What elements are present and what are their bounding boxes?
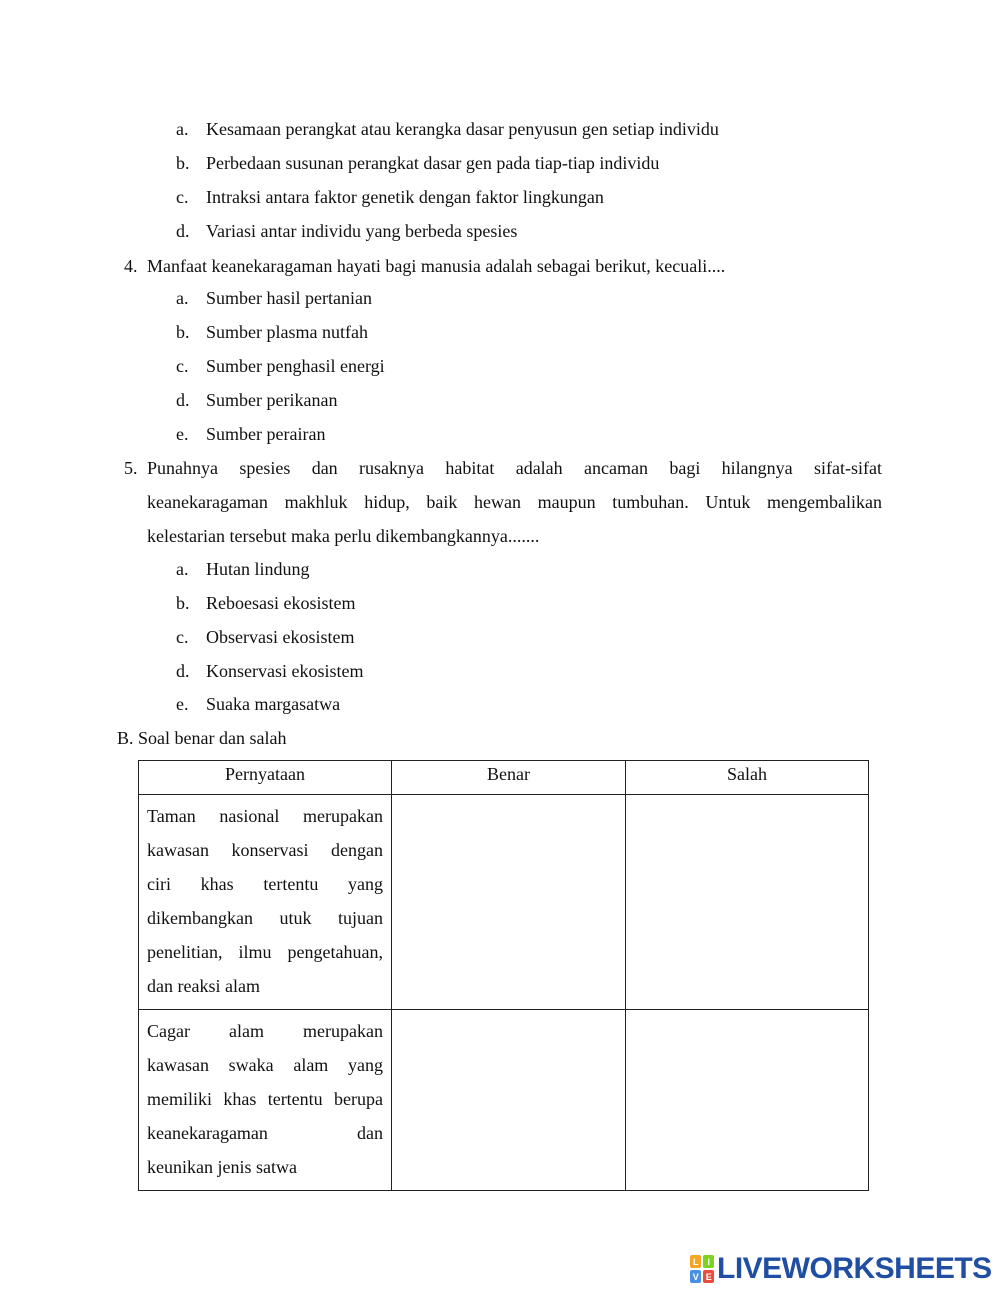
question-text: Manfaat keanekaragaman hayati bagi manusia adalah sebagai berikut, kecuali.... — [147, 256, 726, 276]
option-text: Sumber penghasil energi — [206, 356, 385, 376]
table-header-row — [139, 761, 869, 795]
statement-line: kawasan konservasi dengan — [147, 840, 383, 860]
table-row — [139, 1010, 869, 1191]
option-letter: e. — [176, 424, 189, 444]
option-letter: b. — [176, 322, 190, 342]
liveworksheets-mark-icon — [690, 1255, 714, 1283]
option-letter: a. — [176, 119, 189, 139]
liveworksheets-logo — [690, 1252, 992, 1286]
option-text: Perbedaan susunan perangkat dasar gen pada tiap-tiap individu — [206, 153, 660, 173]
answer-cell-false[interactable] — [626, 795, 869, 1010]
statement-line: penelitian, ilmu pengetahuan, — [147, 942, 383, 962]
statement-line: kawasan swaka alam yang — [147, 1055, 383, 1075]
option-letter: d. — [176, 390, 190, 410]
question-text-line: Punahnya spesies dan rusaknya habitat adalah ancaman bagi hilangnya sifat-sifat — [147, 458, 882, 478]
table-row — [139, 795, 869, 1010]
question-number: 4. — [124, 256, 138, 276]
mark-letter: V — [692, 1272, 699, 1282]
statement-cell — [139, 1010, 392, 1191]
true-false-table — [138, 760, 869, 1191]
option-text: Kesamaan perangkat atau kerangka dasar penyusun gen setiap individu — [206, 119, 719, 139]
answer-cell-true[interactable] — [392, 795, 626, 1010]
option-text: Sumber hasil pertanian — [206, 288, 372, 308]
header-true: Benar — [392, 761, 626, 795]
section-b-title: B. Soal benar dan salah — [117, 728, 287, 748]
option-letter: b. — [176, 593, 190, 613]
statement-line: Taman nasional merupakan — [147, 806, 383, 826]
question-number: 5. — [124, 458, 138, 478]
option-letter: c. — [176, 356, 189, 376]
option-text: Sumber perikanan — [206, 390, 338, 410]
option-text: Sumber perairan — [206, 424, 326, 444]
mark-letter: L — [693, 1257, 698, 1267]
option-letter: c. — [176, 627, 189, 647]
option-letter: d. — [176, 661, 190, 681]
option-letter: b. — [176, 153, 190, 173]
option-letter: d. — [176, 221, 190, 241]
logo-text: LIVEWORKSHEETS — [717, 1252, 992, 1285]
option-text: Observasi ekosistem — [206, 627, 355, 647]
statement-line: dan reaksi alam — [147, 976, 260, 996]
option-letter: a. — [176, 559, 189, 579]
mark-letter: E — [705, 1272, 712, 1282]
option-text: Intraksi antara faktor genetik dengan faktor lingkungan — [206, 187, 604, 207]
header-statement: Pernyataan — [139, 761, 392, 795]
answer-cell-true[interactable] — [392, 1010, 626, 1191]
option-letter: a. — [176, 288, 189, 308]
question-text-line: kelestarian tersebut maka perlu dikembangkannya....... — [147, 526, 540, 546]
statement-line: dikembangkan utuk tujuan — [147, 908, 383, 928]
option-text: Hutan lindung — [206, 559, 310, 579]
statement-line: keunikan jenis satwa — [147, 1157, 297, 1177]
option-text: Sumber plasma nutfah — [206, 322, 368, 342]
header-false: Salah — [626, 761, 869, 795]
statement-line: Cagar alam merupakan — [147, 1021, 383, 1041]
statement-line: keanekaragaman dan — [147, 1123, 383, 1143]
option-text: Suaka margasatwa — [206, 694, 341, 714]
option-text: Variasi antar individu yang berbeda spesies — [206, 221, 518, 241]
mark-letter: I — [707, 1257, 710, 1267]
statement-cell — [139, 795, 392, 1010]
option-letter: e. — [176, 694, 189, 714]
statement-line: ciri khas tertentu yang — [147, 874, 383, 894]
option-text: Reboesasi ekosistem — [206, 593, 356, 613]
option-text: Konservasi ekosistem — [206, 661, 364, 681]
question-text-line: keanekaragaman makhluk hidup, baik hewan maupun tumbuhan. Untuk mengembalikan — [147, 492, 882, 512]
option-letter: c. — [176, 187, 189, 207]
statement-line: memiliki khas tertentu berupa — [147, 1089, 383, 1109]
answer-cell-false[interactable] — [626, 1010, 869, 1191]
